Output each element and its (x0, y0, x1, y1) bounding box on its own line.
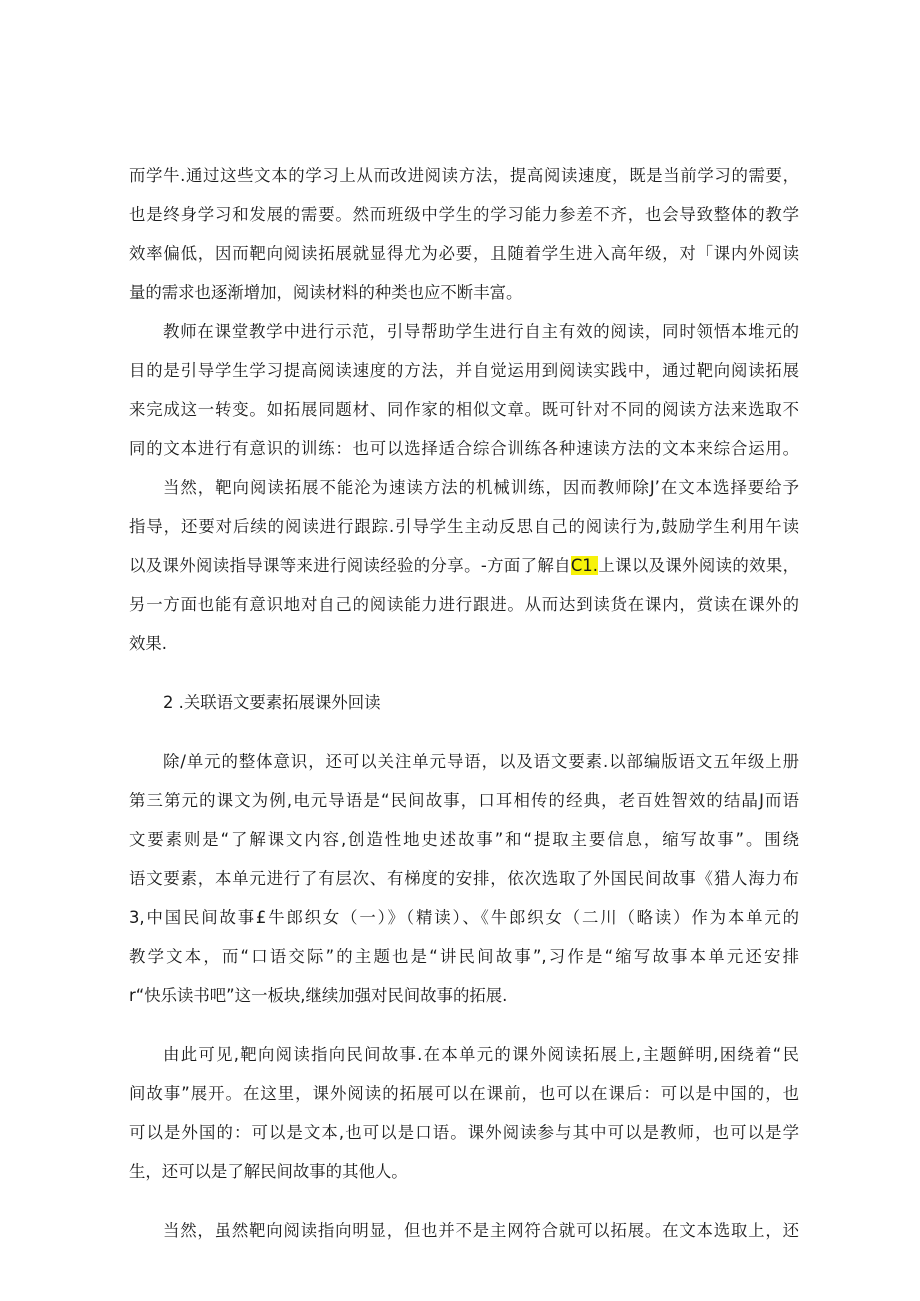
paragraph-line: 文要素则是“了解课文内容,创造性地史述故事”和“提取主要信息，缩写故事”。围绕 (129, 830, 799, 849)
line-text-after-highlight: 上课以及课外阅读的效果， (597, 556, 799, 575)
paragraph-line: 间故事”展开。在这里，课外阅读的拓展可以在课前，也可以在课后：可以是中国的，也 (129, 1084, 799, 1103)
paragraph-line: 当然，虽然靶向阅读指向明显，但也并不是主网符合就可以拓展。在文本选取上，还 (163, 1221, 799, 1240)
paragraph-line: 可以是外国的：可以是文本,也可以是口语。课外阅读参与其中可以是教师，也可以是学 (129, 1123, 799, 1142)
paragraph-line: 目的是引导学生学习提高阅读速度的方法，并自觉运用到阅读实践中，通过靶向阅读拓展 (129, 361, 799, 380)
paragraph-line: 量的需求也逐渐增加，阅读材料的种类也应不断丰富。 (129, 283, 523, 302)
paragraph-line: r“快乐读书吧”这一板块,继续加强对民间故事的拓展. (129, 986, 508, 1005)
paragraph-line: 来完成这一转变。如拓展同题材、同作家的相似文章。既可针对不同的阅读方法来选取不 (129, 400, 799, 419)
paragraph-line: 指导，还要对后续的阅读进行跟踪.引导学生主动反思自己的阅读行为,鼓励学生利用午读 (129, 517, 799, 536)
paragraph-line: 效果. (129, 634, 167, 653)
paragraph-line: 当然，靶向阅读拓展不能沦为速读方法的机械训练，因而教师除J’在文本选择要给予 (163, 478, 799, 497)
paragraph-line: 另一方面也能有意识地对自己的阅读能力进行跟进。从而达到读货在课内，赏读在课外的 (129, 595, 799, 614)
paragraph-line: 效率偏低，因而靶向阅读拓展就显得尤为必要，且随着学生进入高年级，对「课内外阅读 (129, 244, 799, 263)
section-heading: 2 .关联语文要素拓展课外回读 (163, 693, 381, 712)
line-text: 以及课外阅读指导课等来进行阅读经验的分享。-方面了解自 (129, 556, 571, 575)
paragraph-line: 语文要素，本单元进行了有层次、有梯度的安排，依次选取了外国民间故事《猎人海力布 (129, 869, 799, 888)
paragraph-line: 教学文本，而“口语交际”的主题也是“讲民间故事”,习作是“缩写故事本单元还安排 (129, 947, 799, 966)
paragraph-line: 而学牛.通过这些文本的学习上从而改进阅读方法，提高阅读速度，既是当前学习的需要， (129, 166, 799, 185)
paragraph-line: 也是终身学习和发展的需要。然而班级中学生的学习能力参差不齐，也会导致整体的教学 (129, 205, 799, 224)
paragraph-line: 第三第元的课文为例,电元导语是“民间故事，口耳相传的经典，老百姓智效的结晶J而语 (129, 791, 799, 810)
paragraph-line: 除/单元的整体意识，还可以关注单元导语，以及语文要素.以部编版语文五年级上册 (163, 752, 799, 771)
paragraph-line: 同的文本进行有意识的训练：也可以选择适合综合训练各种速读方法的文本来综合运用。 (129, 439, 799, 458)
paragraph-line: 由此可见,靶向阅读指向民间故事.在本单元的课外阅读拓展上,主题鲜明,困绕着“民 (163, 1045, 799, 1064)
paragraph-line-with-highlight (129, 554, 799, 578)
paragraph-line: 教师在课堂教学中进行示范，引导帮助学生进行自主有效的阅读，同时领悟本堆元的 (163, 322, 799, 341)
highlighted-text: C1. (570, 556, 598, 575)
paragraph-line: 生，还可以是了解民间故事的其他人。 (129, 1162, 408, 1181)
paragraph-line: 3,中国民间故事£牛郎织女（一）》（精读）、《牛郎织女（二川（略读）作为本单元的 (129, 908, 799, 927)
